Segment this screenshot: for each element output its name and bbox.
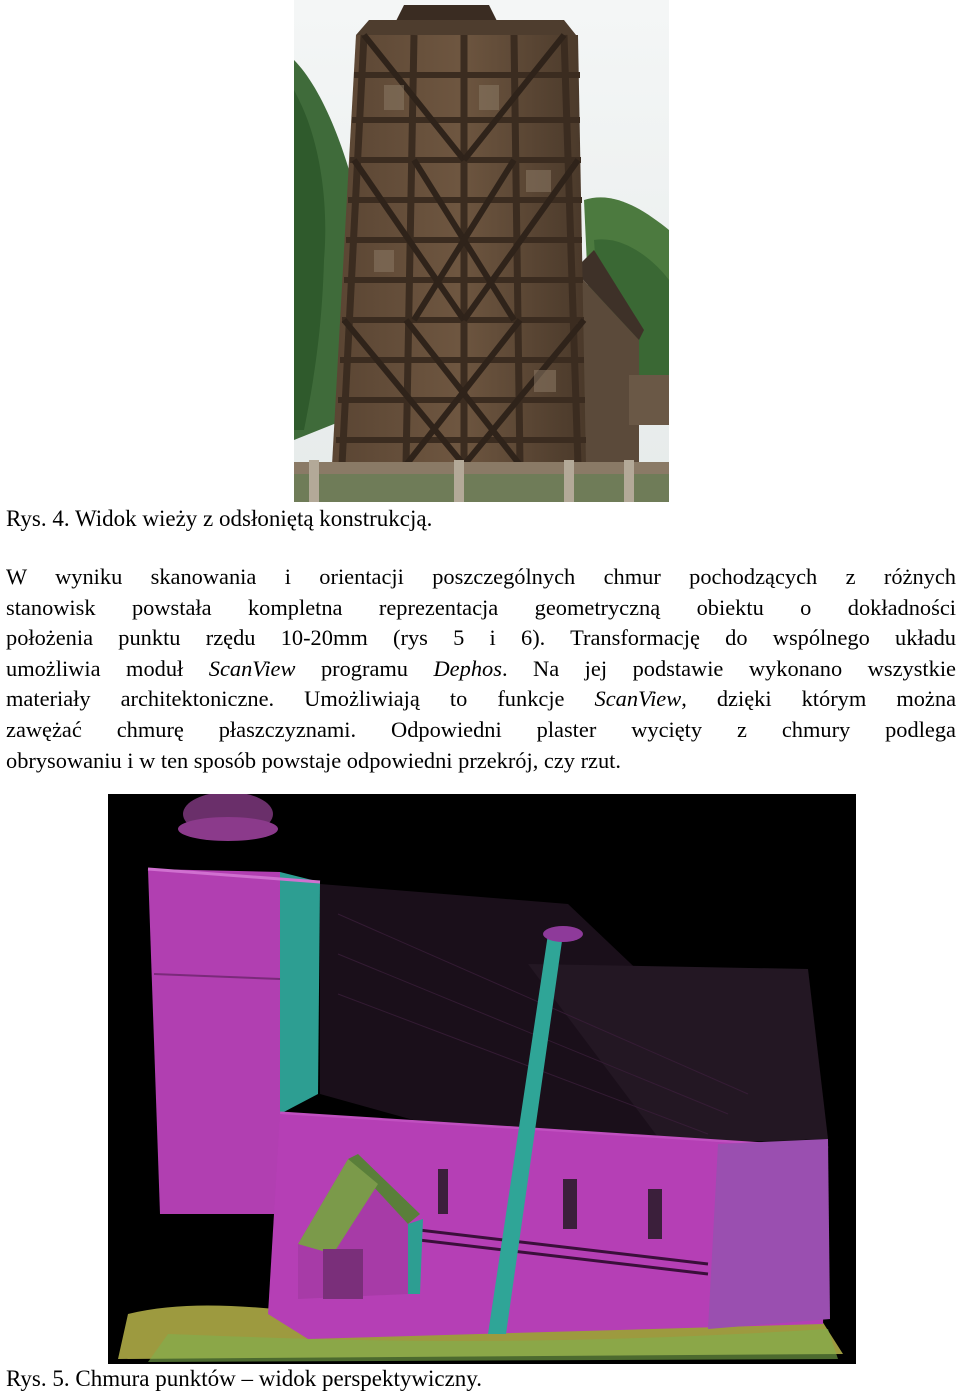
text-line: W wyniku skanowania i orientacji poszczególnych chmur pochodzących z różnych — [6, 564, 956, 589]
figure-5-caption: Rys. 5. Chmura punktów – widok perspektywiczny. — [6, 1366, 483, 1391]
text-line: położenia punktu rzędu 10-20mm (rys 5 i 6). Transformację do wspólnego układu — [6, 625, 956, 651]
text-line: materiały architektoniczne. Umożliwiają to funkcje ScanView, dzięki którym można — [6, 686, 957, 712]
point-cloud-image — [108, 794, 856, 1364]
text-line: umożliwia moduł ScanView programu Dephos. Na jej podstawie wykonano wszystkie — [6, 655, 956, 681]
text-line: obrysowaniu i w ten sposób powstaje odpowiedni przekrój, czy rzut. — [6, 747, 621, 773]
tower-photo — [294, 0, 669, 502]
text-line: stanowisk powstała kompletna reprezentacja geometryczną obiektu o dokładności — [6, 594, 956, 620]
body-paragraph — [6, 562, 956, 776]
figure-4-caption: Rys. 4. Widok wieży z odsłoniętą konstrukcją. — [6, 506, 433, 531]
text-line: zawężać chmurę płaszczyznami. Odpowiedni plaster wycięty z chmury podlega — [6, 716, 956, 742]
scanview-term: ScanView — [208, 655, 296, 681]
scanview-term: ScanView — [594, 686, 682, 712]
dephos-term: Dephos — [433, 655, 502, 681]
